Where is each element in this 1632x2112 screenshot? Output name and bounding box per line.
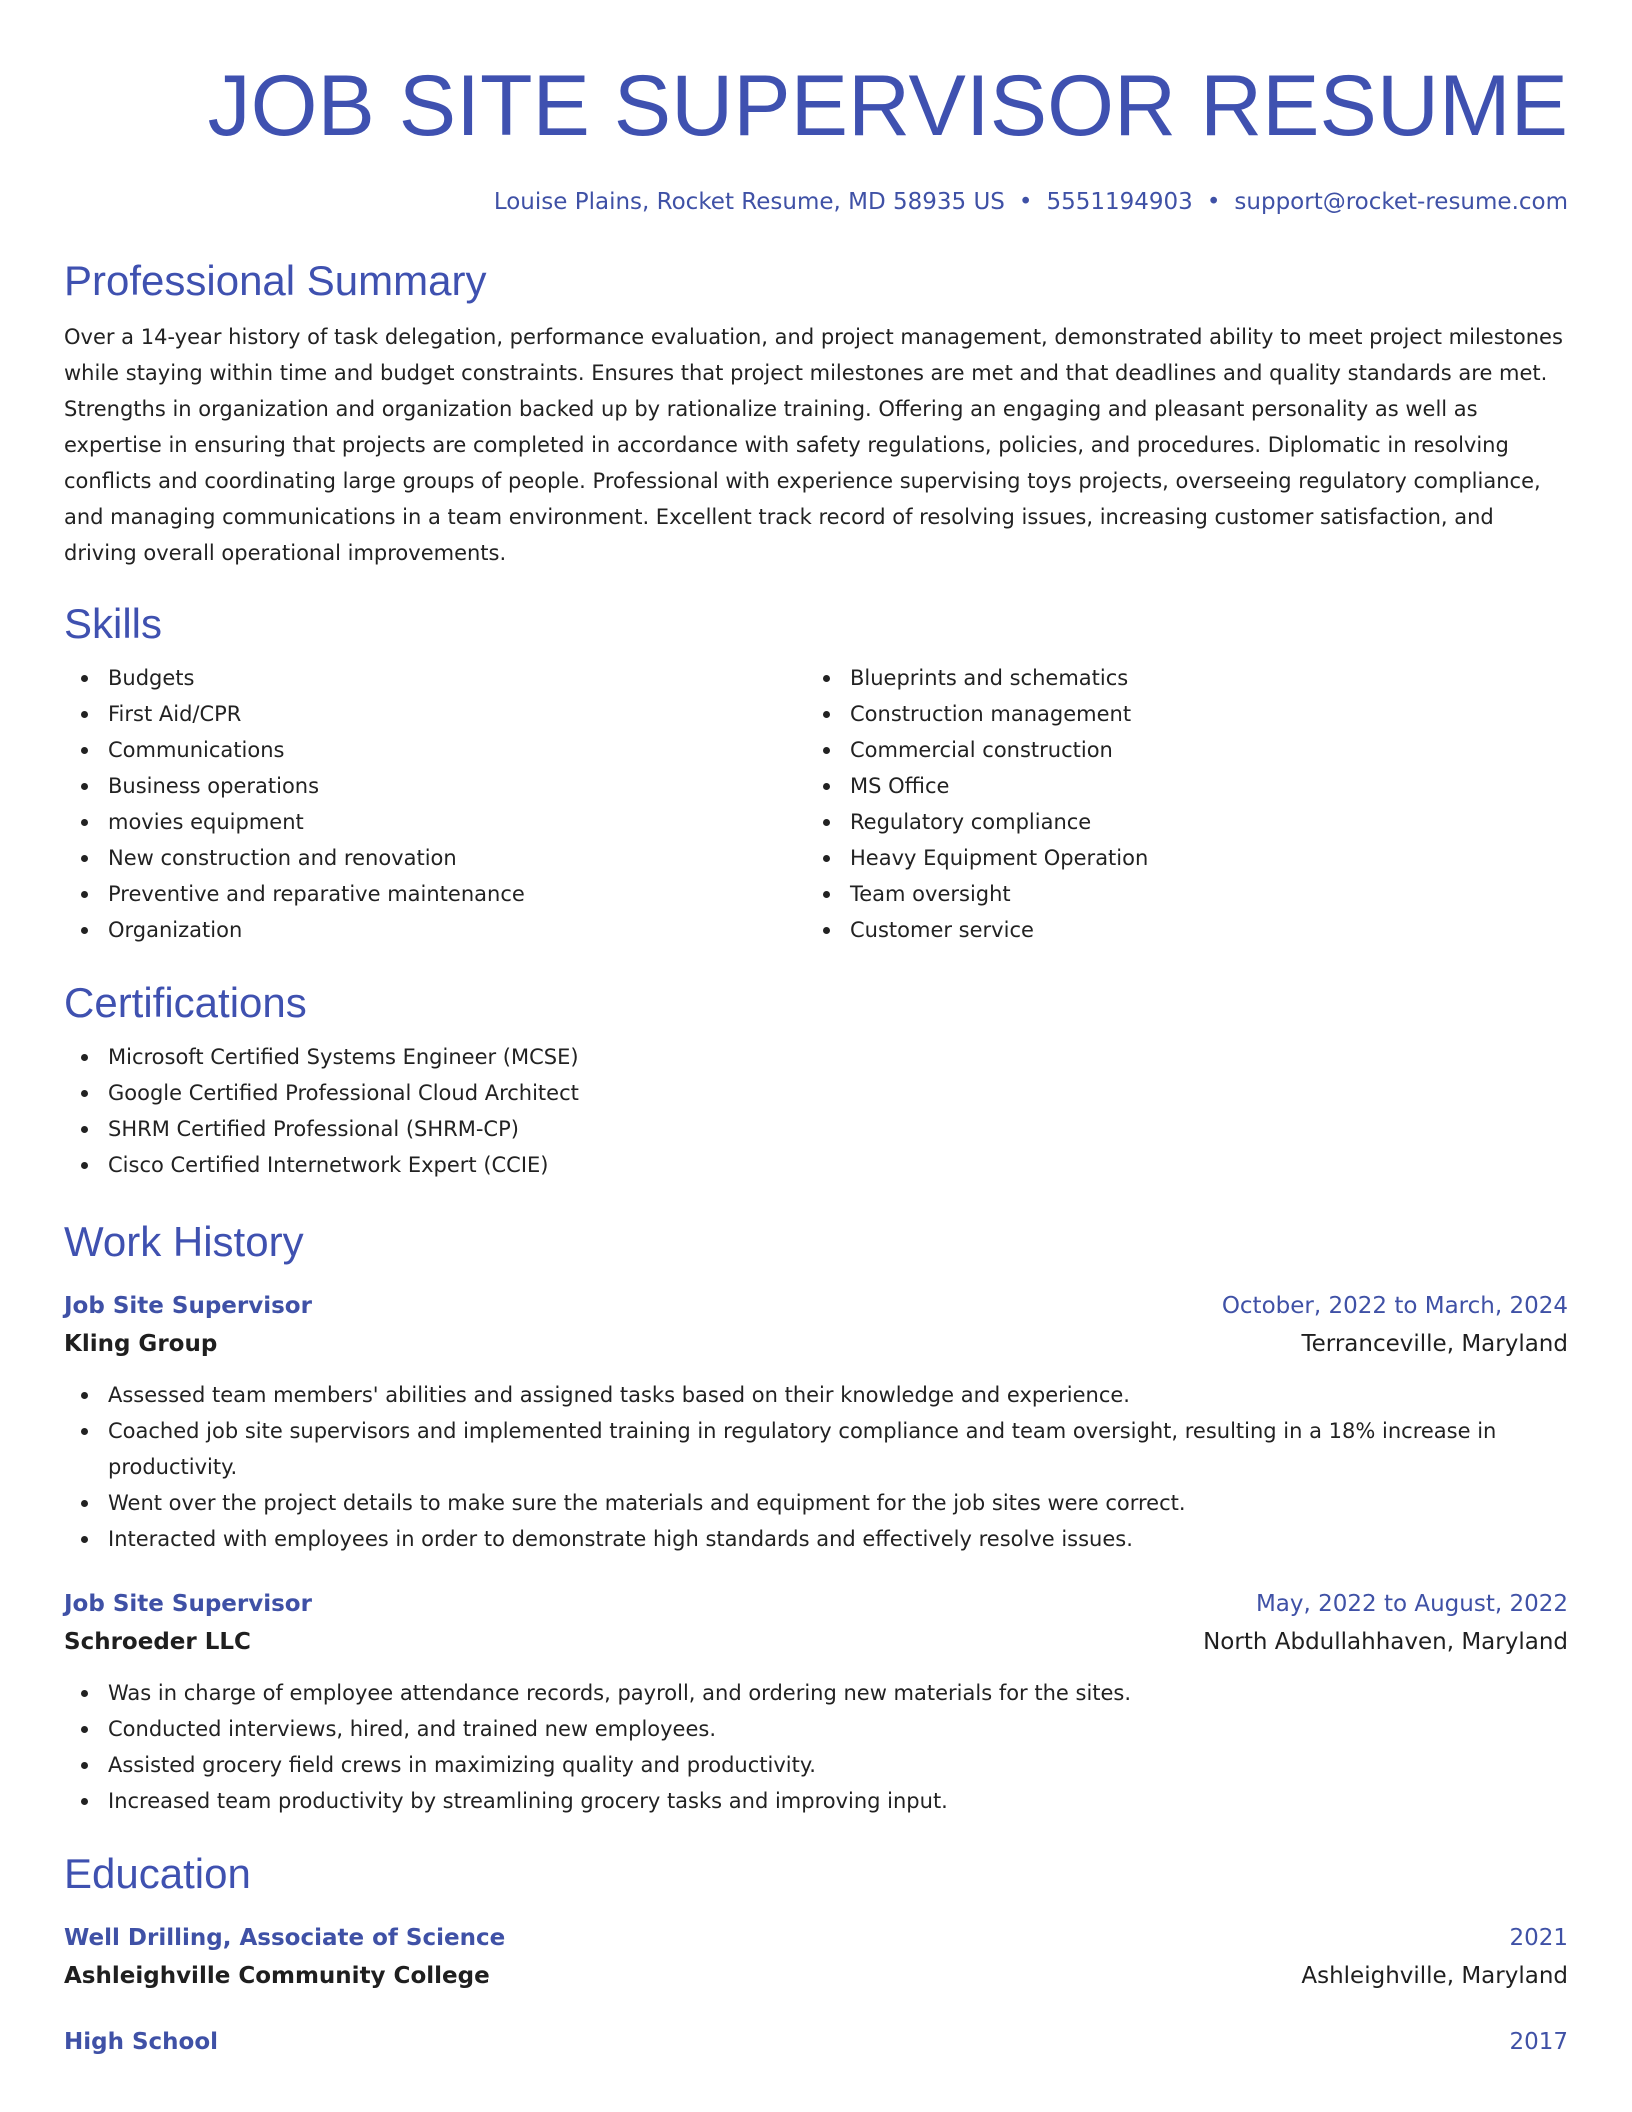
skills-heading: Skills xyxy=(64,600,163,647)
skill-item: Preventive and reparative maintenance xyxy=(64,876,806,912)
education-school: Ashleighville Community College xyxy=(64,1963,490,1989)
skill-item: Blueprints and schematics xyxy=(806,660,1148,696)
job-entry xyxy=(64,1287,1568,1557)
skill-item: Communications xyxy=(64,732,806,768)
education-year: 2021 xyxy=(1509,1925,1568,1951)
job-duties-list xyxy=(64,1377,1568,1557)
education-degree: High School xyxy=(64,2029,219,2055)
contact-phone: 5551194903 xyxy=(1046,189,1193,215)
education-location: Ashleighville, Maryland xyxy=(1301,1963,1568,1989)
job-duty: Went over the project details to make sure the materials and equipment for the job sites were correct. xyxy=(64,1485,1568,1521)
job-company: Schroeder LLC xyxy=(64,1629,251,1655)
contact-line xyxy=(64,186,1568,218)
summary-heading: Professional Summary xyxy=(64,257,487,304)
job-duty: Coached job site supervisors and implemented training in regulatory compliance and team oversight, resulting in a 18% increase in productivity. xyxy=(64,1413,1568,1485)
contact-email[interactable]: support@rocket-resume.com xyxy=(1234,189,1568,215)
education-year: 2017 xyxy=(1509,2029,1568,2055)
job-duty: Increased team productivity by streamlining grocery tasks and improving input. xyxy=(64,1783,1568,1819)
job-title: Job Site Supervisor xyxy=(64,1293,312,1319)
skills-column-1 xyxy=(64,660,806,948)
skill-item: MS Office xyxy=(806,768,1148,804)
certification-item: Google Certified Professional Cloud Architect xyxy=(64,1075,1568,1111)
certification-item: SHRM Certified Professional (SHRM-CP) xyxy=(64,1111,1568,1147)
job-duty: Interacted with employees in order to demonstrate high standards and effectively resolve issues. xyxy=(64,1521,1568,1557)
skill-item: Organization xyxy=(64,912,806,948)
job-duty: Assessed team members' abilities and assigned tasks based on their knowledge and experience. xyxy=(64,1377,1568,1413)
skill-item: Team oversight xyxy=(806,876,1148,912)
education-degree: Well Drilling, Associate of Science xyxy=(64,1925,506,1951)
resume-page xyxy=(64,0,1568,2061)
skill-item: movies equipment xyxy=(64,804,806,840)
skill-item: Customer service xyxy=(806,912,1148,948)
job-entry xyxy=(64,1585,1568,1819)
job-dates: May, 2022 to August, 2022 xyxy=(1255,1591,1568,1617)
certifications-list xyxy=(64,1039,1568,1183)
contact-separator: • xyxy=(1206,189,1221,215)
job-duty: Assisted grocery field crews in maximizing quality and productivity. xyxy=(64,1747,1568,1783)
education-entry xyxy=(64,1919,1568,1995)
contact-address: Louise Plains, Rocket Resume, MD 58935 US xyxy=(493,189,1005,215)
certification-item: Microsoft Certified Systems Engineer (MCSE) xyxy=(64,1039,1568,1075)
education-heading: Education xyxy=(64,1850,251,1897)
certifications-heading: Certifications xyxy=(64,979,307,1026)
job-location: North Abdullahhaven, Maryland xyxy=(1203,1629,1568,1655)
resume-title: JOB SITE SUPERVISOR RESUME xyxy=(207,58,1568,154)
skill-item: Regulatory compliance xyxy=(806,804,1148,840)
job-location: Terranceville, Maryland xyxy=(1301,1331,1568,1357)
job-title: Job Site Supervisor xyxy=(64,1591,312,1617)
skills-column-2 xyxy=(806,660,1148,948)
job-duties-list xyxy=(64,1675,1568,1819)
job-duty: Was in charge of employee attendance records, payroll, and ordering new materials for the sites. xyxy=(64,1675,1568,1711)
job-company: Kling Group xyxy=(64,1331,218,1357)
education-entry xyxy=(64,2023,1568,2061)
skills-list xyxy=(64,660,1568,948)
certification-item: Cisco Certified Internetwork Expert (CCIE) xyxy=(64,1147,1568,1183)
contact-separator: • xyxy=(1018,189,1033,215)
skill-item: Heavy Equipment Operation xyxy=(806,840,1148,876)
job-dates: October, 2022 to March, 2024 xyxy=(1221,1293,1568,1319)
summary-text: Over a 14-year history of task delegation, performance evaluation, and project management, demonstrated ability to meet project milestones while staying within time and budget constraints. Ensures that project milestones are met and that deadlines and quality standards are met. Strengths in organization and organization backed up by rationalize training. Offering an engaging and pleasant personality as well as expertise in ensuring that projects are completed in accordance with safety regulations, policies, and procedures. Diplomatic in resolving conflicts and coordinating large groups of people. Professional with experience supervising toys projects, overseeing regulatory compliance, and managing communications in a team environment. Excellent track record of resolving issues, increasing customer satisfaction, and driving overall operational improvements. xyxy=(64,325,1563,565)
job-duty: Conducted interviews, hired, and trained new employees. xyxy=(64,1711,1568,1747)
skill-item: First Aid/CPR xyxy=(64,696,806,732)
skill-item: Budgets xyxy=(64,660,806,696)
skill-item: Construction management xyxy=(806,696,1148,732)
skill-item: Business operations xyxy=(64,768,806,804)
skill-item: New construction and renovation xyxy=(64,840,806,876)
skill-item: Commercial construction xyxy=(806,732,1148,768)
work-history-heading: Work History xyxy=(64,1218,304,1265)
